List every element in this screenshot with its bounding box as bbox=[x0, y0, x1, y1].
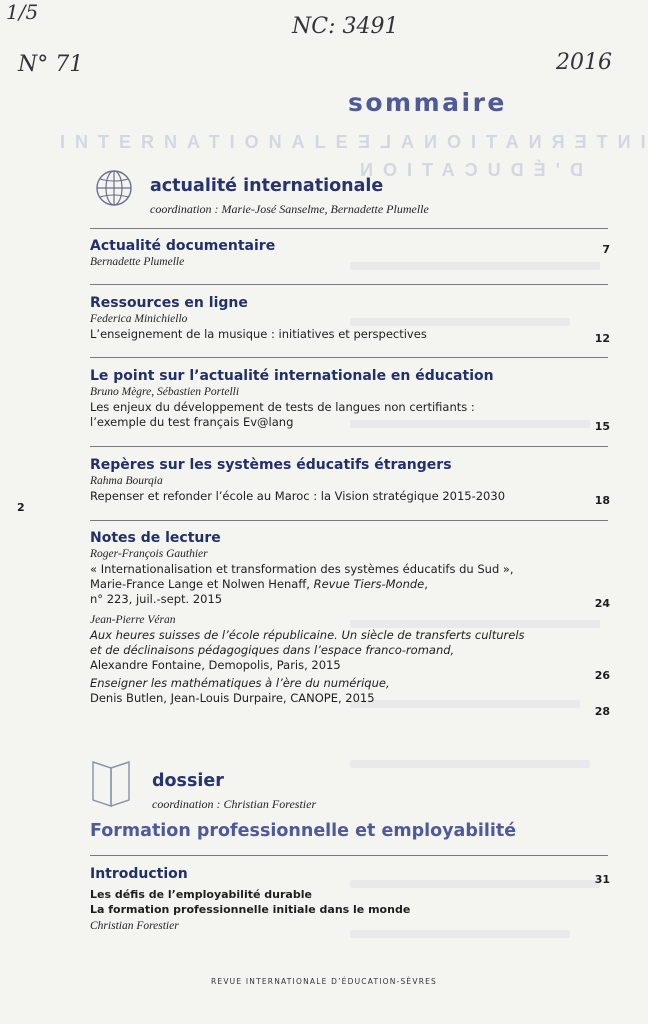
page-number: 15 bbox=[594, 420, 610, 433]
divider bbox=[90, 855, 608, 856]
review-line: « Internationalisation et transformation des systèmes éducatifs du Sud », bbox=[90, 562, 514, 576]
section-coordination-actualite: coordination : Marie-José Sanselme, Bernadette Plumelle bbox=[150, 202, 429, 216]
toc-entry-reperes[interactable] bbox=[90, 456, 610, 507]
entry-subtitle: La formation professionnelle initiale dans le monde bbox=[90, 903, 411, 916]
review-line bbox=[90, 577, 610, 592]
globe-icon bbox=[94, 168, 134, 208]
page-number: 24 bbox=[594, 597, 610, 610]
page-number: 26 bbox=[594, 669, 610, 682]
review-line: n° 223, juil.-sept. 2015 bbox=[90, 592, 223, 606]
entry-author: Jean-Pierre Véran bbox=[90, 614, 176, 626]
show-through-block bbox=[350, 760, 590, 768]
entry-description: Repenser et refonder l’école au Maroc : la Vision stratégique 2015-2030 bbox=[90, 489, 506, 503]
page-number: 18 bbox=[594, 494, 610, 507]
show-through-text: INTERNATIONALE bbox=[60, 132, 358, 152]
handwritten-year: 2016 bbox=[556, 50, 612, 75]
toc-entry-point[interactable] bbox=[90, 367, 610, 433]
review-punct: , bbox=[424, 577, 428, 591]
review-line: Denis Butlen, Jean-Louis Durpaire, CANOPE, 2015 bbox=[90, 691, 375, 705]
review-authors: Marie-France Lange et Nolwen Henaff, bbox=[90, 577, 314, 591]
entry-description: Les enjeux du développement de tests de langues non certifiants : bbox=[90, 400, 475, 414]
toc-entry-ressources[interactable] bbox=[90, 294, 610, 345]
handwritten-page-mark: 1/5 bbox=[6, 0, 39, 24]
page-title: sommaire bbox=[348, 88, 507, 117]
toc-entry-notes[interactable] bbox=[90, 529, 610, 718]
entry-title: Notes de lecture bbox=[90, 530, 221, 546]
page-number: 7 bbox=[602, 243, 610, 256]
review-line: Aux heures suisses de l’école républicaine. Un siècle de transferts culturels bbox=[90, 628, 525, 642]
page-number: 28 bbox=[594, 705, 610, 718]
entry-title: Repères sur les systèmes éducatifs étrangers bbox=[90, 457, 452, 473]
entry-author: Christian Forestier bbox=[90, 920, 179, 932]
divider bbox=[90, 357, 608, 358]
review-journal: Revue Tiers-Monde bbox=[313, 577, 425, 591]
book-icon bbox=[90, 758, 132, 808]
entry-author: Rahma Bourqia bbox=[90, 475, 163, 487]
entry-subtitle: Les défis de l’employabilité durable bbox=[90, 888, 312, 901]
dossier-theme: Formation professionnelle et employabilité bbox=[90, 821, 517, 841]
show-through-text: INTERNATIONALE bbox=[348, 132, 646, 152]
section-title-dossier: dossier bbox=[152, 771, 224, 791]
page-footer: REVUE INTERNATIONALE D’ÉDUCATION-SÈVRES bbox=[210, 977, 438, 986]
entry-title: Introduction bbox=[90, 866, 188, 882]
handwritten-issue-number: N° 71 bbox=[18, 52, 84, 77]
page-number: 31 bbox=[594, 873, 610, 886]
review-line: et de déclinaisons pédagogiques dans l’espace franco-romand, bbox=[90, 643, 455, 657]
handwritten-reference: NC: 3491 bbox=[292, 14, 399, 39]
section-title-actualite: actualité internationale bbox=[150, 176, 384, 196]
entry-author: Bruno Mègre, Sébastien Portelli bbox=[90, 386, 240, 398]
divider bbox=[90, 228, 608, 229]
review-line: Alexandre Fontaine, Demopolis, Paris, 2015 bbox=[90, 658, 341, 672]
entry-title: Ressources en ligne bbox=[90, 295, 248, 311]
review-line: Enseigner les mathématiques à l’ère du numérique, bbox=[90, 676, 390, 690]
entry-description: l’exemple du test français Ev@lang bbox=[90, 415, 294, 429]
entry-title: Le point sur l’actualité internationale en éducation bbox=[90, 368, 494, 384]
page-number: 12 bbox=[594, 332, 610, 345]
toc-entry-actualite-documentaire[interactable] bbox=[90, 237, 610, 270]
entry-author: Federica Minichiello bbox=[90, 313, 188, 325]
section-coordination-dossier: coordination : Christian Forestier bbox=[152, 797, 317, 811]
entry-title: Actualité documentaire bbox=[90, 238, 276, 254]
show-through-text: D'ÉDUCATION bbox=[350, 160, 583, 180]
side-page-number: 2 bbox=[17, 501, 25, 514]
divider bbox=[90, 284, 608, 285]
divider bbox=[90, 520, 608, 521]
entry-author: Bernadette Plumelle bbox=[90, 256, 185, 268]
entry-description: L’enseignement de la musique : initiatives et perspectives bbox=[90, 327, 427, 341]
divider bbox=[90, 446, 608, 447]
entry-author: Roger-François Gauthier bbox=[90, 548, 208, 560]
toc-entry-introduction[interactable] bbox=[90, 865, 610, 934]
